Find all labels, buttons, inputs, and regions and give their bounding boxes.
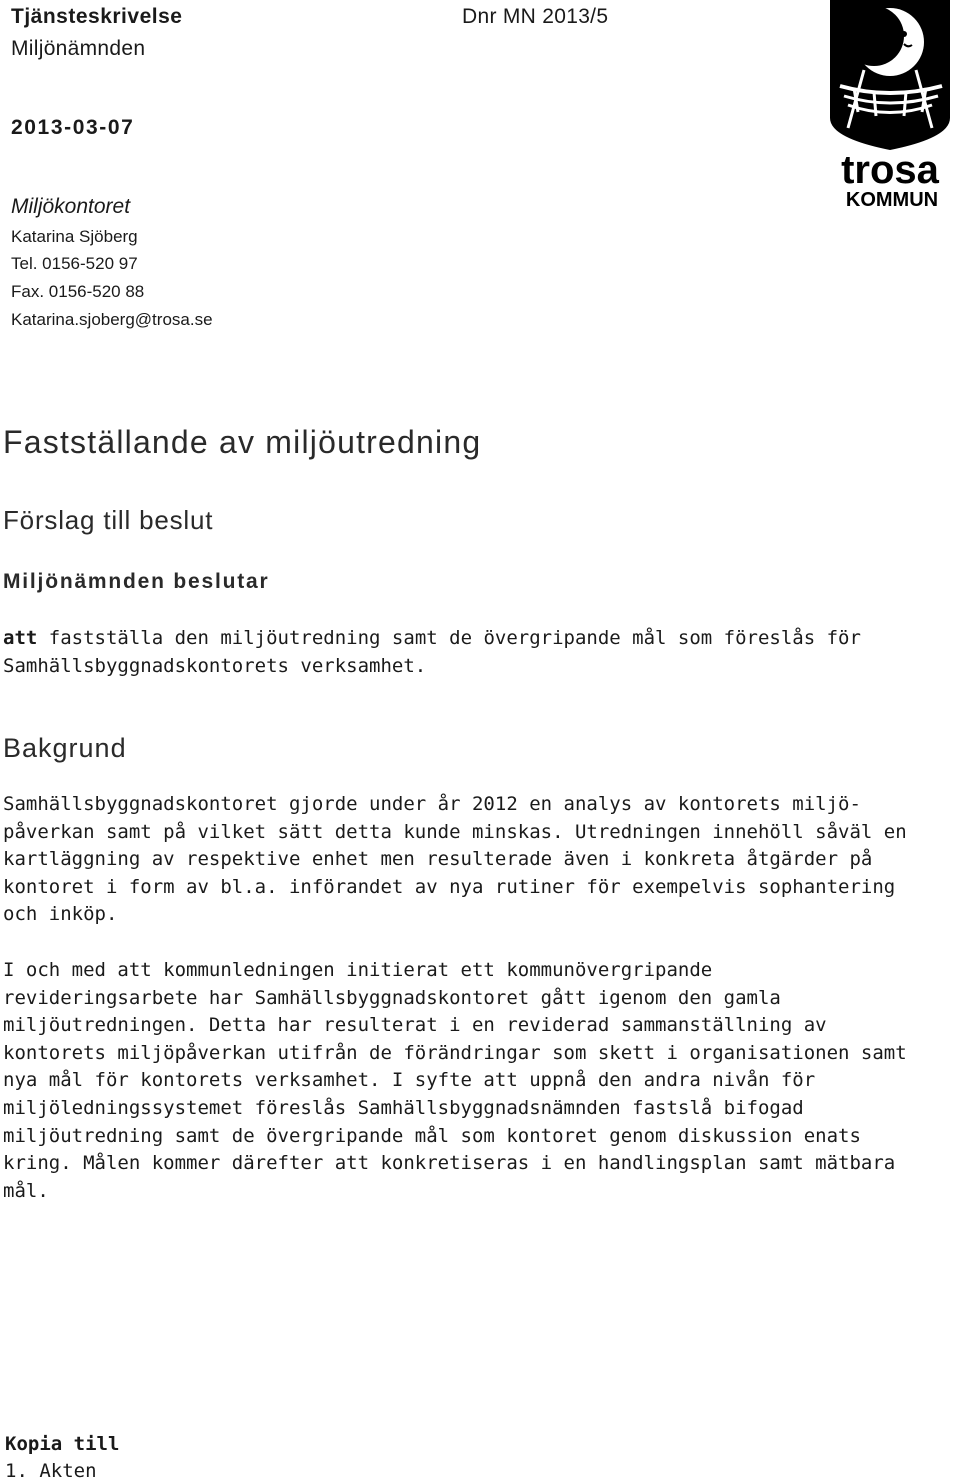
background-paragraph-1: Samhällsbyggnadskontoret gjorde under år 2012 en analys av kontorets miljö- påverkan samt på vilket sätt detta kunde minskas. Utredningen innehöll såväl en kartläggning av respektive enhet men resulterade även i konkreta åtgärder på kontoret i form av bl.a. införandet av nya rutiner för exempelvis sophantering och inköp.: [3, 793, 907, 926]
decision-att: att: [3, 627, 38, 649]
board-name: Miljönämnden: [11, 37, 146, 60]
proposal-heading: Förslag till beslut: [3, 505, 214, 535]
decision-text: [3, 625, 953, 680]
copy-item: 1. Akten: [5, 1460, 97, 1482]
contact-phone: Tel. 0156-520 97: [11, 254, 138, 273]
background-paragraph-2: I och med att kommunledningen initierat ett kommunövergripande revideringsarbete har Samhällsbyggnadskontoret gått igenom den gamla miljöutredningen. Detta har resulterat i en reviderad sammanställning av kontorets miljöpåverkan utifrån de förändringar som skett i organisationen samt nya mål för kontorets verksamhet. I syfte att uppnå den andra nivån för miljöledningssystemet föreslås Samhällsbyggnadsnämnden fastslå bifogad miljöutredning samt de övergripande mål som kontoret genom diskussion enats kring. Målen kommer därefter att konkretiseras i en handlingsplan samt mätbara mål.: [3, 959, 907, 1202]
logo-wordmark: trosa: [841, 148, 939, 192]
document-type: Tjänsteskrivelse: [11, 5, 183, 28]
moon-boat-emblem-icon: [820, 0, 960, 210]
document-date: 2013-03-07: [11, 116, 135, 139]
copy-heading: Kopia till: [5, 1433, 120, 1455]
background-heading: Bakgrund: [3, 733, 127, 763]
office-name: Miljökontoret: [11, 195, 131, 218]
registration-number: Dnr MN 2013/5: [462, 5, 609, 28]
document-title: Fastställande av miljöutredning: [3, 424, 482, 460]
contact-email[interactable]: Katarina.sjoberg@trosa.se: [11, 310, 213, 329]
decision-heading: Miljönämnden beslutar: [3, 570, 270, 593]
trosa-kommun-logo: [820, 0, 960, 210]
logo-subtitle: KOMMUN: [845, 189, 939, 210]
contact-name: Katarina Sjöberg: [11, 227, 138, 246]
contact-fax: Fax. 0156-520 88: [11, 282, 145, 301]
decision-body: fastställa den miljöutredning samt de övergripande mål som föreslås för Samhällsbyggnadskontorets verksamhet.: [3, 627, 861, 677]
